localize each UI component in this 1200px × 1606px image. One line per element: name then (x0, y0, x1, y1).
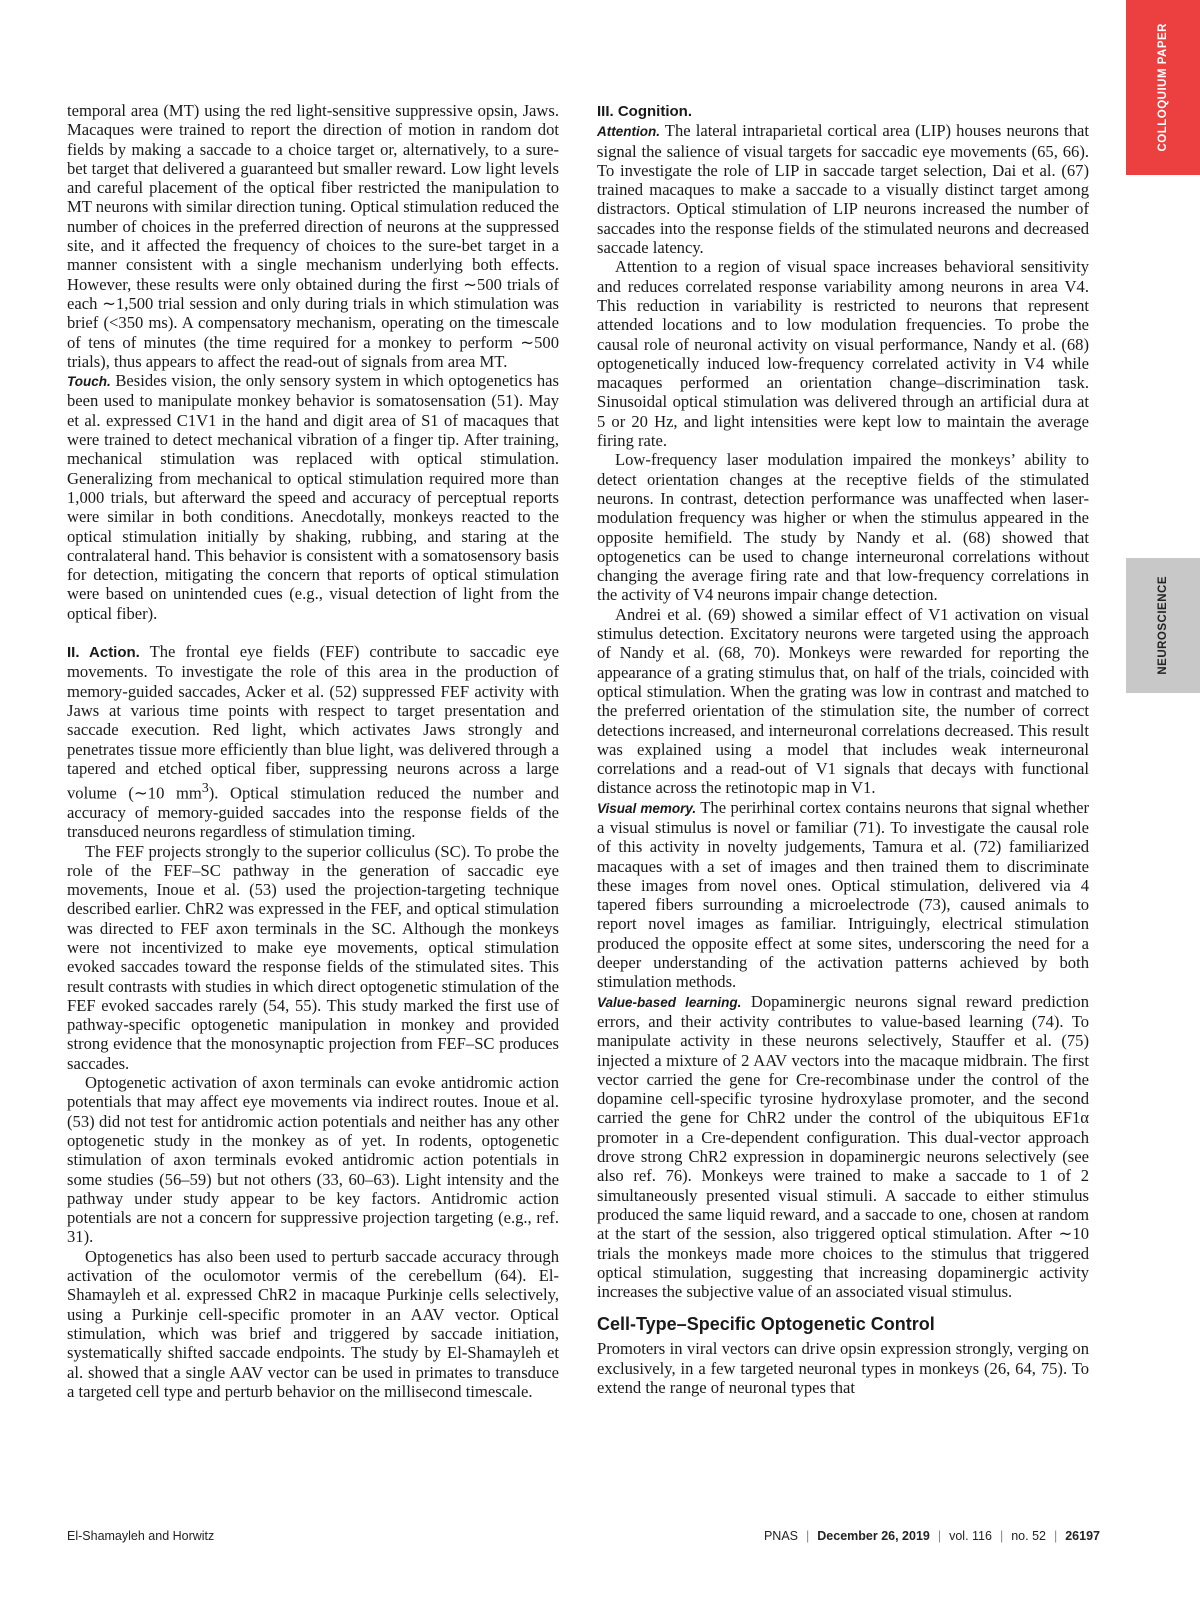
footer-number: no. 52 (1011, 1529, 1046, 1543)
right-column (597, 101, 1089, 1397)
footer-separator: | (937, 1529, 942, 1543)
footer-page-number: 26197 (1065, 1529, 1100, 1543)
colloquium-paper-label: COLLOQUIUM PAPER (1156, 23, 1169, 152)
footer-separator: | (999, 1529, 1004, 1543)
paragraph-value-learning (597, 992, 1089, 1302)
value-learning-subheading: Value-based learning. (597, 994, 742, 1010)
action-heading: II. Action. (67, 644, 140, 662)
footer-citation (764, 1529, 1100, 1543)
paragraph-promoters: Promoters in viral vectors can drive opsin expression strongly, verging on exclusively, in a few targeted neuronal types in monkeys (26, 64, 75). To extend the range of neuronal types that (597, 1339, 1089, 1397)
attention-subheading: Attention. (597, 124, 660, 140)
footer-separator: | (806, 1529, 810, 1543)
cognition-heading: III. Cognition. (597, 103, 692, 120)
paragraph-mt: temporal area (MT) using the red light-sensitive suppressive opsin, Jaws. Macaques were trained to report the direction of motion in random dot fields by making a saccade to a choice target or, alternatively, to a sure-bet target that delivered a guaranteed but smaller reward. Low light levels and careful placement of the optical fiber restricted the manipulation to MT neurons with similar direction tuning. Optical stimulation reduced the number of choices in the preferred direction of neurons at the suppressed site, and it affected the frequency of choices to the sure-bet target in a manner consistent with a single mechanism underlying both effects. However, these results were only obtained during the first ∼500 trials of each ∼1,500 trial session and only during trials in which stimulation was brief (<350 ms). A compensatory mechanism, operating on the timescale of tens of minutes (the time required for a monkey to perform ∼500 trials), thus appears to affect the read-out of signals from area MT. (67, 101, 559, 371)
page-footer (67, 1529, 1100, 1543)
action-text-a: The frontal eye fields (FEF) contribute to saccadic eye movements. To investigate the role of this area in the production of memory-guided saccades, Acker et al. (52) suppressed FEF activity with Jaws at various time points with respect to target presentation and saccade execution. Red light, which activates Jaws strongly and penetrates tissue more efficiently than blue light, was delivered through a tapered and etched optical fiber, suppressing neurons across a large volume (∼10 mm (67, 642, 559, 803)
paragraph-visual-memory (597, 798, 1089, 992)
paragraph-cerebellum: Optogenetics has also been used to perturb saccade accuracy through activation of the oculomotor vermis of the cerebellum (64). El-Shamayleh et al. expressed ChR2 in macaque Purkinje cells selectively, using a Purkinje cell-specific promoter in an AAV vector. Optical stimulation, which was brief and triggered by saccade initiation, systematically shifted saccade endpoints. The study by El-Shamayleh et al. showed that a single AAV vector can be used in primates to transduce a targeted cell type and perturb behavior on the millisecond timescale. (67, 1246, 559, 1401)
paragraph-low-frequency: Low-frequency laser modulation impaired the monkeys’ ability to detect orientation changes at the receptive fields of the stimulated neurons. In contrast, detection performance was unaffected when laser-modulation frequency was higher or when the stimulus appeared in the opposite hemifield. The study by Nandy et al. (68) showed that optogenetics can be used to change interneuronal correlations without changing the average firing rate and that low-frequency correlations in the activity of V4 neurons impair change detection. (597, 450, 1089, 605)
footer-authors: El-Shamayleh and Horwitz (67, 1529, 215, 1543)
paragraph-v4: Attention to a region of visual space increases behavioral sensitivity and reduces correlated response variability among neurons in area V4. This reduction in variability is restricted to neurons that represent attended locations and to low modulation frequencies. To probe the causal role of neuronal activity on visual performance, Nandy et al. (68) optogenetically induced low-frequency correlated activity in V4 while macaques performed an orientation change–discrimination task. Sinusoidal optical stimulation was delivered through an artificial dura at 5 or 20 Hz, and light intensities were kept low to maintain the average firing rate. (597, 257, 1089, 451)
visual-memory-text: The perirhinal cortex contains neurons that signal whether a visual stimulus is novel or familiar (71). To investigate the causal role of this activity in novelty judgements, Tamura et al. (72) familiarized macaques with a set of images and then trained them to discriminate these images from novel ones. Optical stimulation, delivered via 4 tapered fibers surrounding a microelectrode (73), caused animals to report novel images as familiar. Intriguingly, electrical stimulation produced the opposite effect at some sites, underscoring the need for a deeper understanding of the activation patterns achieved by both stimulation methods. (597, 797, 1090, 992)
section-heading-cell-type: Cell-Type–Specific Optogenetic Control (597, 1314, 935, 1335)
paragraph-action (67, 642, 559, 842)
paragraph-andrei: Andrei et al. (69) showed a similar effect of V1 activation on visual stimulus detection. Excitatory neurons were targeted using the approach of Nandy et al. (68, 70). Monkeys were rewarded for reporting the appearance of a grating stimulus that, on half of the trials, coincided with optical stimulation. When the grating was low in contrast and matched to the preferred orientation of the stimulation site, the number of correct detections increased, and interneuronal correlations decreased. This result was explained using a model that includes weak interneuronal correlations and a read-out of V1 signals that decays with functional distance across the retinotopic map in V1. (597, 604, 1089, 798)
paragraph-fef-sc: The FEF projects strongly to the superior colliculus (SC). To probe the role of the FEF–SC pathway in the generation of saccadic eye movements, Inoue et al. (53) used the projection-targeting technique described earlier. ChR2 was expressed in the FEF, and optical stimulation was directed to FEF axon terminals in the SC. Although the monkeys were not incentivized to make eye movements, optical stimulation evoked saccades toward the response fields of the stimulated sites. This result contrasts with studies in which direct optogenetic stimulation of the FEF evoked saccades rarely (54, 55). This study marked the first use of pathway-specific optogenetic manipulation in monkey and provided strong evidence that the monosynaptic projection from FEF–SC produces saccades. (67, 841, 559, 1073)
footer-separator: | (1053, 1529, 1058, 1543)
paragraph-antidromic: Optogenetic activation of axon terminals can evoke antidromic action potentials that may affect eye movements via indirect routes. Inoue et al. (53) did not test for antidromic action potentials and neither has any other optogenetic study in the monkey as of yet. In rodents, optogenetic stimulation of axon terminals evoked antidromic action potentials in some studies (56–59) but not others (33, 60–63). Light intensity and the pathway under study appear to be key factors. Antidromic action potentials are not a concern for suppressive projection targeting (e.g., ref. 31). (67, 1073, 559, 1247)
paragraph-attention (597, 121, 1089, 257)
visual-memory-subheading: Visual memory. (597, 800, 697, 816)
attention-text: The lateral intraparietal cortical area (LIP) houses neurons that signal the salience of visual targets for saccadic eye movements (65, 66). To investigate the role of LIP in saccade target selection, Dai et al. (67) trained macaques to make a saccade to a visually distinct target among distractors. Optical stimulation of LIP neurons increased the number of saccades into the response fields of the stimulated neurons and decreased saccade latency. (597, 121, 1089, 258)
colloquium-paper-tab (1126, 0, 1200, 175)
value-learning-text: Dopaminergic neurons signal reward prediction errors, and their activity contributes to value-based learning (74). To manipulate activity in these neurons selectively, Stauffer et al. (75) injected a mixture of 2 AAV vectors into the macaque midbrain. The first vector carried the gene for Cre-recombinase under the control of the dopamine cell-specific tyrosine hydroxylase promoter, and the second carried the gene for ChR2 under the control of the ubiquitous EF1α promoter in a Cre-dependent configuration. This dual-vector approach drove strong ChR2 expression in dopaminergic neurons selectively (see also ref. 76). Monkeys were trained to make a saccade to 1 of 2 simultaneously presented visual stimuli. A saccade to either stimulus produced the same liquid reward, and a saccade to one, chosen at random at the start of the session, also triggered optical stimulation. After ∼10 trials the monkeys made more choices to the stimulus that triggered optical stimulation, suggesting that increasing dopaminergic activity increases the subjective value of an associated visual stimulus. (597, 991, 1089, 1302)
action-superscript: 3 (201, 780, 209, 796)
action-text-b: ). Optical stimulation reduced the number and accuracy of memory-guided saccades into the response fields of the transduced neurons regardless of stimulation timing. (67, 783, 559, 842)
cognition-heading-line (597, 101, 1089, 121)
footer-journal: PNAS (763, 1529, 799, 1543)
footer-date: December 26, 2019 (817, 1529, 930, 1543)
touch-text: Besides vision, the only sensory system in which optogenetics has been used to manipulate monkey behavior is somatosensation (51). May et al. expressed C1V1 in the hand and digit area of S1 of macaques that were trained to detect mechanical vibration of a finger tip. After training, mechanical stimulation was replaced with optical stimulation. Generalizing from mechanical to optical stimulation required more than 1,000 trials, but afterward the speed and accuracy of perceptual reports were similar in both conditions. Anecdotally, monkeys reacted to the optical stimulation initially by shaking, rubbing, and staring at the contralateral hand. This behavior is consistent with a somatosensory basis for detection, mitigating the concern that reports of optical stimulation were based on unintended cues (e.g., visual detection of light from the optical fiber). (67, 371, 559, 623)
paragraph-touch (67, 371, 559, 623)
touch-subheading: Touch. (67, 374, 111, 390)
neuroscience-label: NEUROSCIENCE (1156, 576, 1169, 675)
neuroscience-tab (1126, 558, 1200, 693)
footer-volume: vol. 116 (949, 1529, 992, 1543)
left-column (67, 101, 559, 1401)
